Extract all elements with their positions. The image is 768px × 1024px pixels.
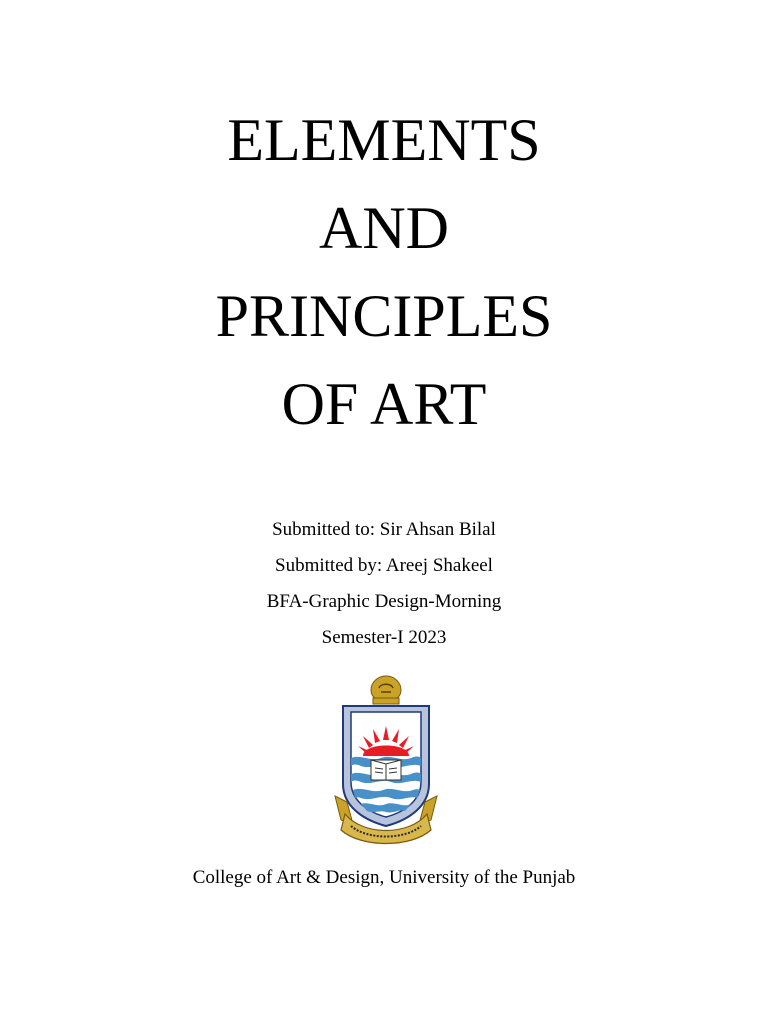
document-title	[0, 96, 768, 448]
title-line-3: PRINCIPLES	[215, 283, 553, 349]
submission-details	[0, 512, 768, 656]
title-line-1: ELEMENTS	[227, 107, 541, 173]
program: BFA-Graphic Design-Morning	[266, 591, 502, 612]
title-line-2: AND	[319, 195, 449, 261]
semester: Semester-I 2023	[321, 627, 447, 648]
institution-name: College of Art & Design, University of the Punjab	[192, 867, 576, 888]
submitted-by: Submitted by: Areej Shakeel	[275, 555, 493, 576]
submitted-to: Submitted to: Sir Ahsan Bilal	[272, 519, 496, 540]
university-crest-icon	[333, 674, 439, 846]
title-line-4: OF ART	[281, 371, 487, 437]
